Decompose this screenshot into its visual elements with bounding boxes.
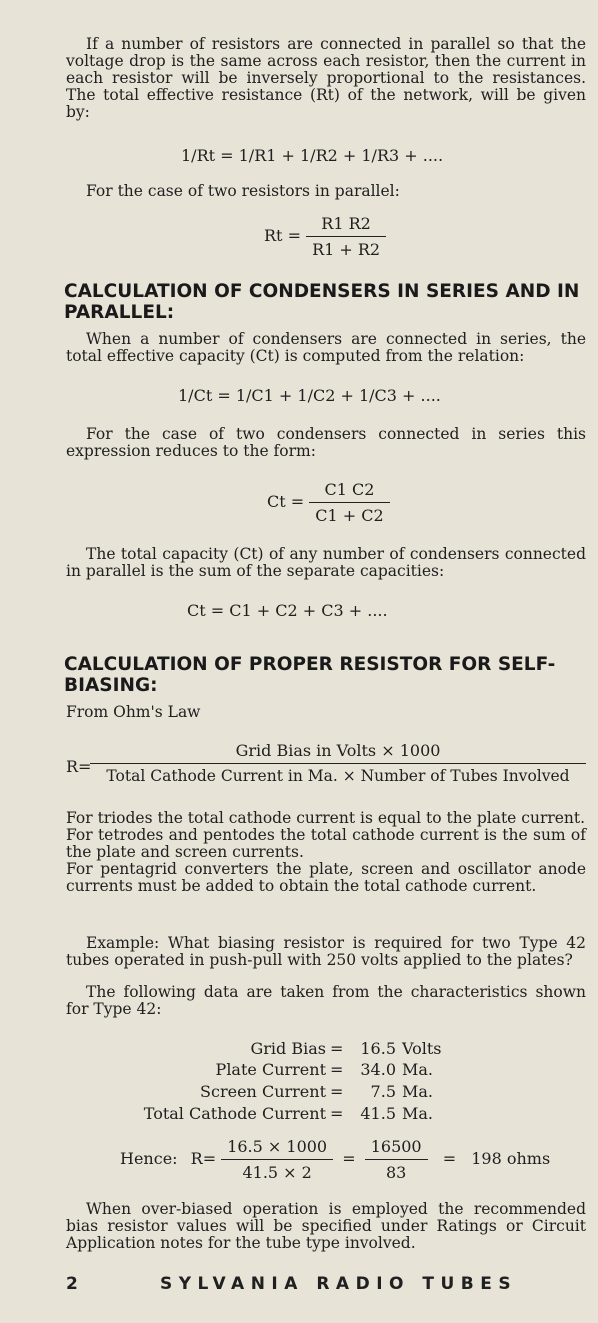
over-biased-note: When over-biased operation is employed the recommended bias resistor values will be specified under Ratings or Circuit Application notes for the tube type involved. bbox=[66, 1200, 586, 1252]
two-resistors-intro bbox=[66, 183, 586, 200]
running-title: SYLVANIA RADIO TUBES bbox=[160, 1274, 518, 1294]
fraction-numerator: C1 C2 bbox=[309, 480, 389, 503]
tetrodes-note: For tetrodes and pentodes the total cathode current is the sum of the plate and screen currents. bbox=[66, 826, 586, 861]
page-number: 2 bbox=[66, 1274, 78, 1294]
fraction-denominator: C1 + C2 bbox=[315, 506, 384, 525]
data-intro-block bbox=[66, 984, 586, 1018]
data-eq: = bbox=[330, 1082, 344, 1101]
biasing-heading: CALCULATION OF PROPER RESISTOR FOR SELF-BIASING: bbox=[64, 654, 556, 696]
fraction-numerator: R1 R2 bbox=[306, 214, 386, 237]
data-label-screen-current: Screen Current bbox=[200, 1082, 326, 1101]
series-capacity-equation: 1/Ct = 1/C1 + 1/C2 + 1/C3 + .... bbox=[178, 386, 441, 405]
hence-fraction-2 bbox=[365, 1137, 428, 1182]
parallel-capacity-equation: Ct = C1 + C2 + C3 + .... bbox=[187, 601, 388, 620]
hence-result: 198 ohms bbox=[471, 1149, 551, 1168]
data-value-total-cathode-current: 41.5 bbox=[360, 1104, 396, 1123]
equals-sign: = bbox=[442, 1149, 457, 1168]
hence-calculation bbox=[120, 1137, 550, 1182]
condensers-heading: CALCULATION OF CONDENSERS IN SERIES AND IN PARALLEL: bbox=[64, 281, 580, 323]
data-unit-plate-current: Ma. bbox=[402, 1060, 434, 1079]
data-value-plate-current: 34.0 bbox=[360, 1060, 396, 1079]
two-condensers-equation bbox=[267, 480, 390, 525]
parallel-resistance-equation: 1/Rt = 1/R1 + 1/R2 + 1/R3 + .... bbox=[181, 146, 444, 165]
fraction bbox=[306, 214, 386, 259]
triodes-note: For triodes the total cathode current is equal to the plate current. bbox=[66, 809, 586, 827]
data-eq: = bbox=[330, 1060, 344, 1079]
data-label-plate-current: Plate Current bbox=[215, 1060, 326, 1079]
equals-sign: = bbox=[342, 1149, 356, 1168]
parallel-condensers-block bbox=[66, 546, 586, 580]
two-condensers-text: For the case of two condensers connected in series this expression reduces to the form: bbox=[66, 425, 586, 460]
fraction bbox=[309, 480, 389, 525]
page-footer bbox=[66, 1274, 586, 1294]
data-label-total-cathode-current: Total Cathode Current bbox=[143, 1104, 326, 1123]
cathode-current-notes bbox=[66, 810, 586, 895]
data-eq: = bbox=[330, 1104, 344, 1123]
fraction-denominator: 83 bbox=[385, 1163, 407, 1182]
parallel-resistors-text: If a number of resistors are connected in parallel so that the voltage drop is the same across each resistor, then the current in each resistor will be inversely proportional to the resistances. The total effective resistance (Rt) of the network, will be given by: bbox=[66, 35, 586, 121]
fraction-numerator: 16500 bbox=[365, 1137, 428, 1160]
two-condensers-block bbox=[66, 426, 586, 460]
data-label-grid-bias: Grid Bias bbox=[250, 1039, 326, 1058]
ohms-law-text: From Ohm's Law bbox=[66, 703, 201, 721]
data-value-grid-bias: 16.5 bbox=[360, 1039, 396, 1058]
parallel-condensers-text: The total capacity (Ct) of any number of condensers connected in parallel is the sum of the separate capacities: bbox=[66, 545, 586, 580]
pentagrid-note: For pentagrid converters the plate, screen and oscillator anode currents must be added to obtain the total cathode current. bbox=[66, 860, 586, 895]
hence-label: Hence: bbox=[120, 1149, 178, 1168]
data-value-screen-current: 7.5 bbox=[370, 1082, 396, 1101]
hence-fraction-1 bbox=[221, 1137, 333, 1182]
example-block bbox=[66, 935, 586, 969]
data-intro-text: The following data are taken from the characteristics shown for Type 42: bbox=[66, 983, 586, 1018]
condensers-series-text: When a number of condensers are connected in series, the total effective capacity (Ct) is computed from the relation: bbox=[66, 330, 586, 365]
data-unit-grid-bias: Volts bbox=[402, 1039, 442, 1058]
fraction-numerator: 16.5 × 1000 bbox=[221, 1137, 333, 1160]
fraction-denominator: R1 + R2 bbox=[312, 240, 381, 259]
hence-lhs: R= bbox=[190, 1149, 217, 1168]
data-unit-total-cathode-current: Ma. bbox=[402, 1104, 434, 1123]
two-resistors-equation bbox=[264, 214, 386, 259]
formula-numerator: Grid Bias in Volts × 1000 bbox=[235, 741, 441, 760]
intro-paragraph bbox=[66, 36, 586, 121]
formula-lhs: R= bbox=[66, 757, 92, 776]
ohms-law-block bbox=[66, 704, 586, 721]
fraction-denominator: 41.5 × 2 bbox=[242, 1163, 312, 1182]
condensers-series-block bbox=[66, 331, 586, 365]
equation-lhs: Ct = bbox=[267, 492, 305, 511]
equation-lhs: Rt = bbox=[264, 226, 301, 245]
data-eq: = bbox=[330, 1039, 344, 1058]
formula-denominator: Total Cathode Current in Ma. × Number of Tubes Involved bbox=[90, 763, 586, 785]
two-resistors-text: For the case of two resistors in parallel: bbox=[86, 182, 400, 200]
example-question: Example: What biasing resistor is required for two Type 42 tubes operated in push-pull with 250 volts applied to the plates? bbox=[66, 934, 586, 969]
over-biased-note-block bbox=[66, 1201, 586, 1252]
formula-fraction bbox=[90, 741, 586, 785]
data-unit-screen-current: Ma. bbox=[402, 1082, 434, 1101]
